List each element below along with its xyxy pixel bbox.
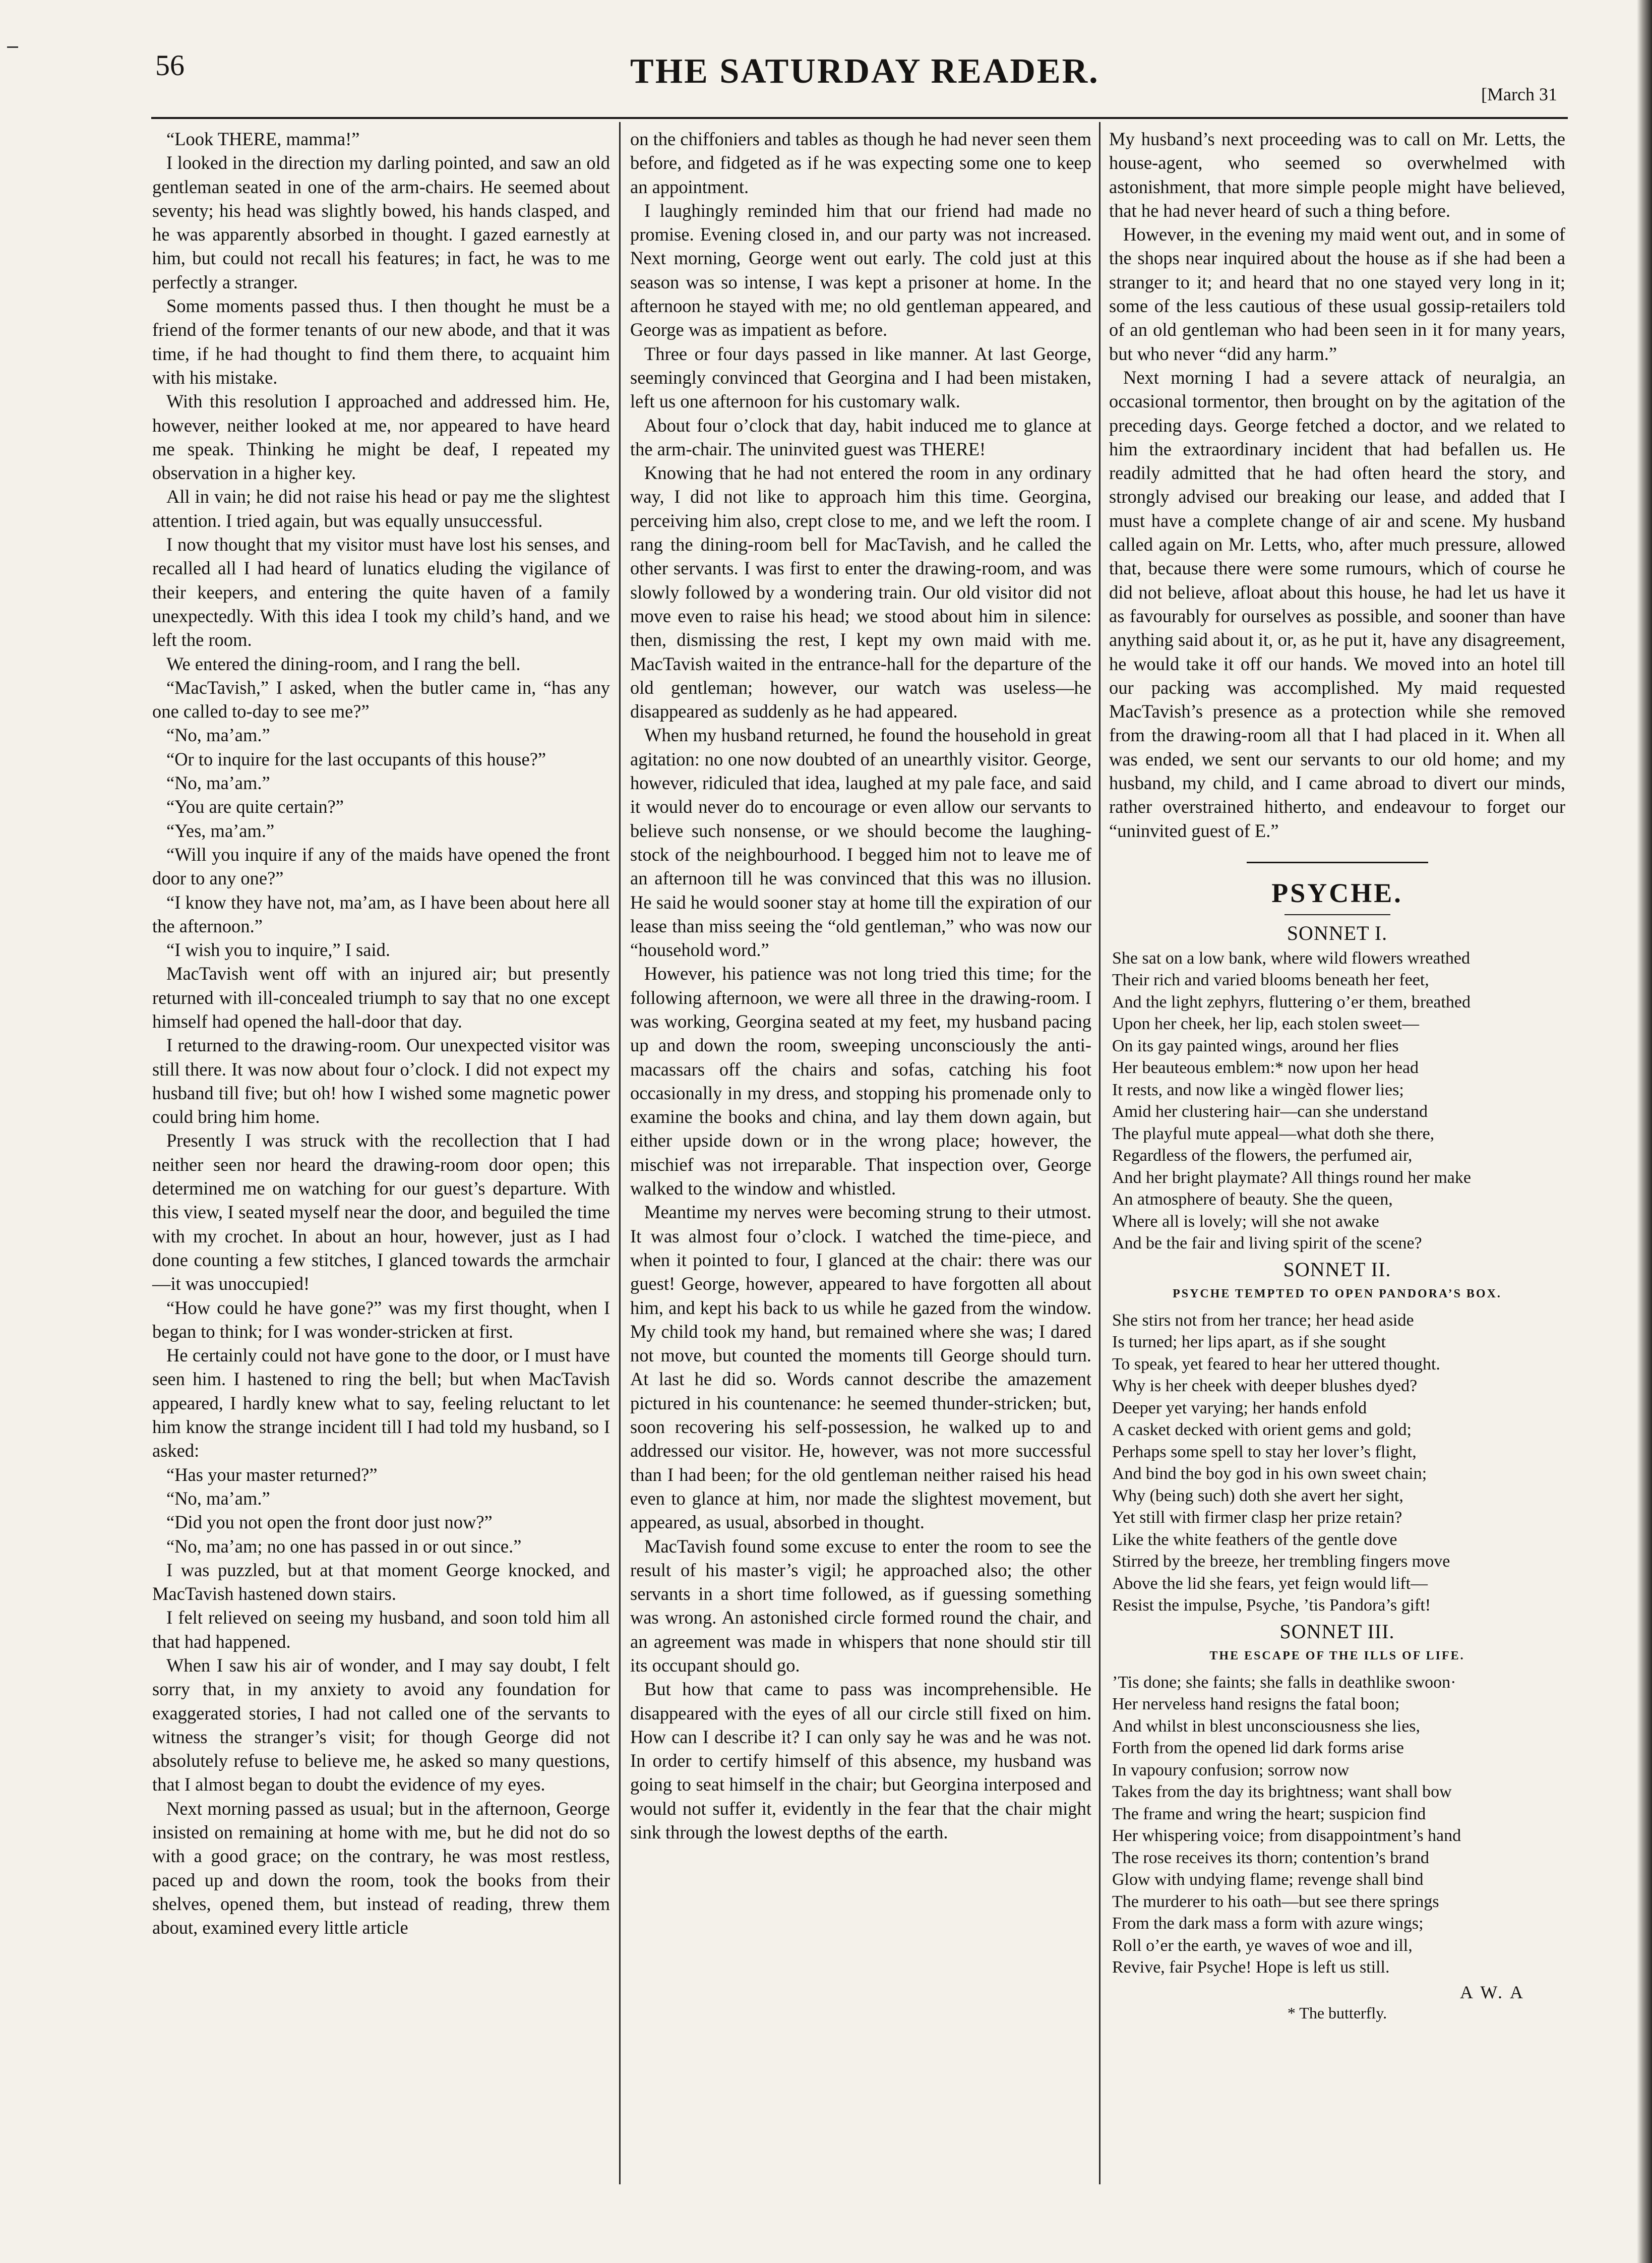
paragraph: Presently I was struck with the recollection that I had neither seen nor heard the drawing-room door open; this determined me on watching for our guest’s departure. With this view, I seated myself near the door, and beguiled the time with my crochet. In about an hour, however, just as I had done counting a few stitches, I glanced towards the armchair—it was unoccupied! bbox=[152, 1130, 610, 1294]
verse-line: Why is her cheek with deeper blushes dyed? bbox=[1112, 1377, 1418, 1396]
scan-edge bbox=[1637, 0, 1652, 2263]
verse-line: Forth from the opened lid dark forms arise bbox=[1112, 1739, 1404, 1758]
verse-line: Revive, fair Psyche! Hope is left us still. bbox=[1112, 1958, 1390, 1977]
paragraph: We entered the dining-room, and I rang the bell. bbox=[166, 653, 521, 674]
paragraph: Some moments passed thus. I then thought he must be a friend of the former tenants of our new abode, and that it was time, if he had thought to find them there, to acquaint him with his mistake. bbox=[152, 295, 610, 388]
sonnet-subtitle: THE ESCAPE OF THE ILLS OF LIFE. bbox=[1209, 1649, 1465, 1663]
sonnet-heading: SONNET I. bbox=[1287, 922, 1388, 945]
paragraph: “Look THERE, mamma!” bbox=[166, 129, 360, 149]
verse-line: From the dark mass a form with azure wings; bbox=[1112, 1914, 1424, 1933]
verse-line: Her beauteous emblem:* now upon her head bbox=[1112, 1058, 1419, 1078]
verse-line: Her whispering voice; from disappointment’s hand bbox=[1112, 1826, 1461, 1845]
paragraph: “I know they have not, ma’am, as I have been about here all the afternoon.” bbox=[152, 891, 610, 936]
verse-line: She sat on a low bank, where wild flowers wreathed bbox=[1112, 948, 1471, 968]
poem-title: PSYCHE. bbox=[1271, 877, 1403, 908]
section-rule bbox=[1247, 862, 1428, 863]
page-number: 56 bbox=[155, 49, 185, 82]
verse-line: A casket decked with orient gems and gold; bbox=[1112, 1420, 1412, 1440]
paragraph: All in vain; he did not raise his head or pay me the slightest attention. I tried again, but was equally unsuccessful. bbox=[152, 486, 610, 531]
verse-line: The rose receives its thorn; contention’s brand bbox=[1112, 1848, 1429, 1867]
verse-line: An atmosphere of beauty. She the queen, bbox=[1112, 1190, 1393, 1209]
paragraph: But how that came to pass was incomprehensible. He disappeared with the eyes of all our circle still fixed on him. How can I describe it? I can only say he was and he was not. In order to certify himself of this absence, my husband was going to seat himself in the chair; but Georgina interposed and would not suffer it, evidently in the fear that the chair might sink through the lowest depths of the earth. bbox=[630, 1679, 1091, 1843]
verse-line: Roll o’er the earth, ye waves of woe and ill, bbox=[1112, 1936, 1413, 1955]
verse-line: And the light zephyrs, fluttering o’er them, breathed bbox=[1112, 992, 1471, 1011]
verse-line: Deeper yet varying; her hands enfold bbox=[1112, 1398, 1367, 1417]
paragraph: My husband’s next proceeding was to call on Mr. Letts, the house-agent, who seemed so overwhelmed with astonishment, that more simple people might have believed, that he had never heard of such a thing before. bbox=[1109, 129, 1565, 221]
paragraph: Next morning I had a severe attack of neuralgia, an occasional tormentor, then brought on by the agitation of the preceding days. George fetched a doctor, and we related to him the extraordinary incident that had befallen us. He readily admitted that he had often heard the story, and strongly advised our breaking our lease, and added that I must have a complete change of air and scene. My husband called again on Mr. Letts, who, after much pressure, allowed that, because there were some rumours, which of course he did not believe, afloat about this house, he had let us have it as favourably for ourselves as possible, and sooner than have anything said about it, or, as he put it, have any disagreement, he would take it off our hands. We moved into an hotel till our packing was accomplished. My maid requested MacTavish’s presence as a protection while she removed from the drawing-room all that I had placed in it. When all was ended, we sent our servants to our old home; and my husband, my child, and I came abroad to divert our minds, rather overstrained hitherto, and endeavour to forget our “uninvited guest of E.” bbox=[1109, 367, 1565, 841]
footnote: * The butterfly. bbox=[1287, 2004, 1387, 2022]
paragraph: “I wish you to inquire,” I said. bbox=[166, 939, 390, 961]
verse-line: To speak, yet feared to hear her uttered thought. bbox=[1112, 1354, 1440, 1374]
sonnet-lines bbox=[1109, 1672, 1565, 1979]
paragraph: I was puzzled, but at that moment George knocked, and MacTavish hastened down stairs. bbox=[152, 1559, 610, 1604]
verse-line: Stirred by the breeze, her trembling fingers move bbox=[1112, 1552, 1450, 1571]
header-rule bbox=[151, 117, 1568, 119]
column-divider bbox=[1099, 122, 1100, 2184]
sonnet-heading: SONNET II. bbox=[1283, 1258, 1391, 1281]
paragraph: About four o’clock that day, habit induced me to glance at the arm-chair. The uninvited guest was THERE! bbox=[630, 414, 1091, 459]
verse-line: In vapoury confusion; sorrow now bbox=[1112, 1760, 1350, 1779]
verse-line: Regardless of the flowers, the perfumed air, bbox=[1112, 1146, 1413, 1165]
paragraph: I looked in the direction my darling pointed, and saw an old gentleman seated in one of the arm-chairs. He seemed about seventy; his head was slightly bowed, his hands clasped, and he was apparently absorbed in thought. I gazed earnestly at him, but could not recall his features; in fact, he was to me perfectly a stranger. bbox=[152, 152, 610, 292]
verse-line: Her nerveless hand resigns the fatal boon; bbox=[1112, 1695, 1400, 1714]
verse-line: She stirs not from her trance; her head aside bbox=[1112, 1311, 1414, 1330]
verse-line: And be the fair and living spirit of the scene? bbox=[1112, 1234, 1422, 1253]
page-header bbox=[0, 48, 1652, 114]
verse-line: Their rich and varied blooms beneath her feet, bbox=[1112, 971, 1429, 990]
paragraph: “You are quite certain?” bbox=[166, 796, 344, 817]
verse-line: The frame and wring the heart; suspicion find bbox=[1112, 1804, 1426, 1823]
verse-line: The murderer to his oath—but see there springs bbox=[1112, 1892, 1439, 1911]
paragraph: “No, ma’am.” bbox=[166, 1487, 270, 1509]
paragraph: I felt relieved on seeing my husband, and soon told him all that had happened. bbox=[152, 1607, 610, 1652]
verse-line: Upon her cheek, her lip, each stolen sweet— bbox=[1112, 1015, 1419, 1034]
sonnet-lines bbox=[1109, 1309, 1565, 1617]
verse-line: Amid her clustering hair—can she understand bbox=[1112, 1102, 1428, 1121]
paragraph: “Has your master returned?” bbox=[166, 1464, 378, 1485]
verse-line: Why (being such) doth she avert her sight, bbox=[1112, 1486, 1403, 1505]
paragraph: Meantime my nerves were becoming strung to their utmost. It was almost four o’clock. I watched the time-piece, and when it pointed to four, I glanced at the chair: there was our guest! George, however, appeared to have forgotten all about him, and kept his back to us while he gazed from the window. My child took my hand, but remained where she was; I dared not move, but counted the moments till George should turn. At last he did so. Words cannot describe the amazement pictured in his countenance: he seemed thunder-stricken; but, soon recovering his self-possession, he walked up to and addressed our visitor. He, however, was not more successful than I had been; for the old gentleman neither raised his head even to glance at him, nor made the slightest movement, but appeared, as usual, absorbed in thought. bbox=[630, 1202, 1091, 1533]
paragraph: “No, ma’am; no one has passed in or out since.” bbox=[166, 1535, 522, 1557]
poem-signature: A W. A bbox=[1459, 1982, 1525, 2002]
sonnet-subtitle: PSYCHE TEMPTED TO OPEN PANDORA’S BOX. bbox=[1173, 1287, 1502, 1301]
paragraph: He certainly could not have gone to the door, or I must have seen him. I hastened to ring the bell; but when MacTavish appeared, I hardly knew what to say, feeling reluctant to let him know the strange incident till I had told my husband, so I asked: bbox=[152, 1345, 610, 1461]
paragraph: I laughingly reminded him that our friend had made no promise. Evening closed in, and our party was not increased. Next morning, George went out early. The cold just at this season was so intense, I was kept a prisoner at home. In the afternoon he stayed with me; no old gentleman appeared, and George was as impatient as before. bbox=[630, 200, 1091, 340]
paragraph: MacTavish found some excuse to enter the room to see the result of his master’s vigil; he approached also; the other servants in a short time followed, as if guessing something was wrong. An astonished circle formed round the chair, and an agreement was made in whispers that none should stir till its occupant should go. bbox=[630, 1535, 1091, 1676]
verse-line: Is turned; her lips apart, as if she sought bbox=[1112, 1333, 1386, 1352]
column-divider bbox=[619, 122, 621, 2184]
verse-line: Where all is lovely; will she not awake bbox=[1112, 1212, 1379, 1231]
story-ending bbox=[1109, 127, 1565, 843]
verse-line: Glow with undying flame; revenge shall bind bbox=[1112, 1870, 1424, 1889]
verse-line: Perhaps some spell to stay her lover’s flight, bbox=[1112, 1442, 1417, 1461]
paragraph: However, his patience was not long tried this time; for the following afternoon, we were all three in the drawing-room. I was working, Georgina seated at my feet, my husband pacing up and down the room, sweeping unconsciously the anti-macassars off the chairs and sofas, catching his foot occasionally in my dress, and stopping his promenade only to examine the books and china, and lay them down again, but either upside down or in the wrong place; however, the mischief was not irreparable. That inspection over, George walked to the window and whistled. bbox=[630, 963, 1091, 1199]
sonnet-lines bbox=[1109, 947, 1565, 1255]
paragraph: “Or to inquire for the last occupants of this house?” bbox=[166, 748, 546, 769]
verse-line: And bind the boy god in his own sweet chain; bbox=[1112, 1464, 1427, 1483]
paragraph: With this resolution I approached and addressed him. He, however, neither looked at me, nor appeared to have heard me speak. Thinking he might be deaf, I repeated my observation in a higher key. bbox=[152, 391, 610, 484]
sonnet-3 bbox=[1109, 1621, 1565, 1979]
paragraph: “Yes, ma’am.” bbox=[166, 820, 275, 841]
paragraph: “Did you not open the front door just now?” bbox=[166, 1512, 493, 1533]
sonnet-1 bbox=[1109, 922, 1565, 1255]
verse-line: On its gay painted wings, around her flies bbox=[1112, 1036, 1399, 1055]
paragraph: When my husband returned, he found the household in great agitation: no one now doubted of an unearthly visitor. George, however, ridiculed that idea, laughed at my pale face, and said it would never do to encourage or even allow our servants to believe such nonsense, or we should become the laughing-stock of the neighbourhood. I begged him not to leave me of an afternoon till he was convinced that this was no illusion. He said he would sooner stay at home till the expiration of our lease than miss seeing the “old gentleman,” who was now our “household word.” bbox=[630, 725, 1091, 961]
paragraph: “MacTavish,” I asked, when the butler came in, “has any one called to-day to see me?” bbox=[152, 677, 610, 722]
verse-line: Takes from the day its brightness; want shall bow bbox=[1112, 1782, 1452, 1802]
column-1 bbox=[152, 127, 610, 1940]
scan-mark bbox=[7, 46, 18, 48]
verse-line: And her bright playmate? All things round her make bbox=[1112, 1168, 1471, 1187]
paragraph: When I saw his air of wonder, and I may say doubt, I felt sorry that, in my anxiety to avoid any foundation for exaggerated stories, I had not called one of the servants to witness the stranger’s visit; for though George did not absolutely refuse to believe me, he asked so many questions, that I almost began to doubt the evidence of my eyes. bbox=[152, 1655, 610, 1795]
verse-line: The playful mute appeal—what doth she there, bbox=[1112, 1124, 1435, 1143]
paragraph: Next morning passed as usual; but in the afternoon, George insisted on remaining at home with me, but he did not do so with a good grace; on the contrary, he was most restless, paced up and down the room, took the books from their shelves, opened them, but instead of reading, threw them about, examined every little article bbox=[152, 1798, 610, 1938]
paragraph: “Will you inquire if any of the maids have opened the front door to any one?” bbox=[152, 844, 610, 889]
paragraph: MacTavish went off with an injured air; but presently returned with ill-concealed triumph to say that no one except himself had opened the hall-door that day. bbox=[152, 963, 610, 1032]
paragraph: on the chiffoniers and tables as though he had never seen them before, and fidgeted as if he was expecting some one to keep an appointment. bbox=[630, 129, 1091, 197]
verse-line: Like the white feathers of the gentle dove bbox=[1112, 1530, 1397, 1549]
verse-line: And whilst in blest unconsciousness she lies, bbox=[1112, 1716, 1421, 1736]
column-2 bbox=[630, 127, 1091, 1844]
paragraph: “How could he have gone?” was my first thought, when I began to think; for I was wonder-stricken at first. bbox=[152, 1297, 610, 1342]
masthead-title: THE SATURDAY READER. bbox=[630, 52, 1099, 91]
paragraph: However, in the evening my maid went out, and in some of the shops near inquired about the house as if she had been a stranger to it; and heard that no one stayed very long in it; some of the less cautious of these usual gossip-retailers told of an old gentleman who had been seen in it for many years, but who never “did any harm.” bbox=[1109, 224, 1565, 364]
sonnet-heading: SONNET III. bbox=[1279, 1620, 1395, 1643]
issue-date: [March 31 bbox=[1481, 84, 1557, 104]
verse-line: It rests, and now like a wingèd flower lies; bbox=[1112, 1080, 1404, 1099]
verse-line: Above the lid she fears, yet feign would lift— bbox=[1112, 1574, 1428, 1593]
paragraph: I now thought that my visitor must have lost his senses, and recalled all I had heard of lunatics eluding the vigilance of their keepers, and entering the quite haven of a family unexpectedly. With this idea I took my child’s hand, and we left the room. bbox=[152, 534, 610, 650]
title-rule bbox=[1284, 914, 1390, 915]
paragraph: Three or four days passed in like manner. At last George, seemingly convinced that Georgina and I had been mistaken, left us one afternoon for his customary walk. bbox=[630, 343, 1091, 412]
column-3 bbox=[1109, 127, 1565, 2025]
verse-line: Yet still with firmer clasp her prize retain? bbox=[1112, 1508, 1402, 1527]
verse-line: Resist the impulse, Psyche, ’tis Pandora’s gift! bbox=[1112, 1596, 1431, 1615]
paragraph: I returned to the drawing-room. Our unexpected visitor was still there. It was now about four o’clock. I did not expect my husband till five; but oh! how I wished some magnetic power could bring him home. bbox=[152, 1035, 610, 1127]
paragraph: “No, ma’am.” bbox=[166, 772, 270, 794]
paragraph: “No, ma’am.” bbox=[166, 725, 270, 746]
paragraph: Knowing that he had not entered the room in any ordinary way, I did not like to approach him this time. Georgina, perceiving him also, crept close to me, and we left the room. I rang the dining-room bell for MacTavish, and he called the other servants. I was first to enter the drawing-room, and was slowly followed by a wondering train. Our old visitor did not move even to raise his head; we stood about him in silence: then, dismissing the rest, I kept my own maid with me. MacTavish waited in the entrance-hall for the departure of the old gentleman; however, our watch was useless—he disappeared as suddenly as he had appeared. bbox=[630, 462, 1091, 722]
sonnet-2 bbox=[1109, 1259, 1565, 1617]
verse-line: ’Tis done; she faints; she falls in deathlike swoon· bbox=[1112, 1673, 1456, 1692]
